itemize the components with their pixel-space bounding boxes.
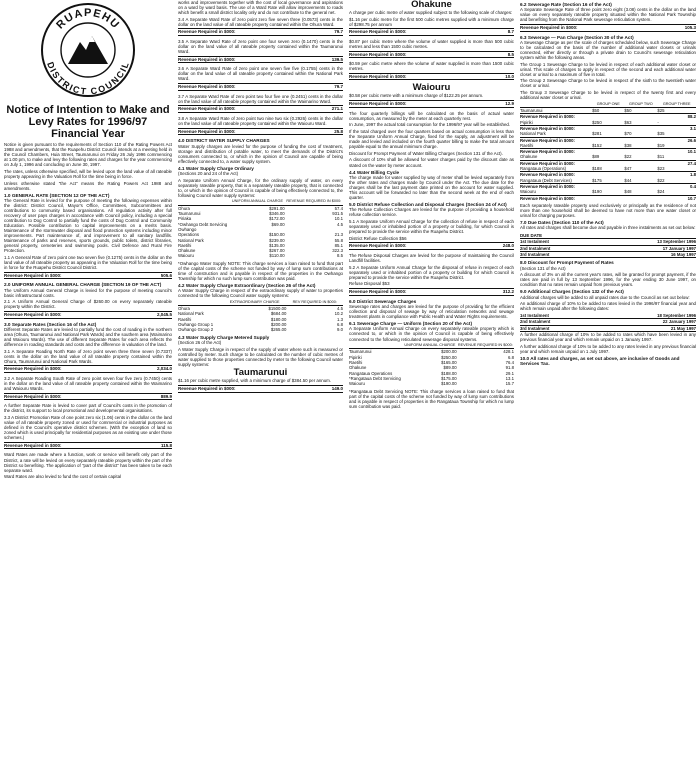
row-value: 322.3 bbox=[332, 248, 343, 254]
row-value: 76.4 bbox=[505, 360, 514, 366]
row-value: 55.8 bbox=[334, 237, 343, 243]
revenue-line: Revenue Required in $000: 271.1 bbox=[178, 106, 343, 112]
section-subheading: (Section 131 of the Act) bbox=[520, 265, 566, 271]
section-text: works and improvements together with the cost of local governance and aspirations on a ward by ward basis. The use of a Ward Rate will allow improvements to roads which benefit a small district locality only and do not contribute to the general net. bbox=[178, 0, 343, 16]
area-label: Taumarunui bbox=[520, 108, 543, 114]
sewerage-uniform-table: UNIFORM ANNUAL CHARGE REVENUE REQUIRED IN $000: Taumarunui $200.00 428.1 Pipiriki $250.00 6.8 Raetihi $165.00 76.4 Ohakune $89.00 91.8 Rangataua Operations $188.00 29.1 *Rangataua Debt Servicing $175.00 13.1 Waiouru $190.00 15.7 bbox=[349, 343, 514, 387]
group-value: $48 bbox=[624, 189, 632, 195]
section-text: A further Separate Rate is levied to cover part of Council's costs in the promotion of the district, its support to local promotional and developmental organisations. bbox=[4, 403, 172, 414]
revenue-line: Revenue Required in $000: 2,045.5 bbox=[4, 312, 172, 318]
section-text: Refuse Disposal $53 bbox=[349, 281, 390, 287]
section-text: A Separate Sewerage Rate of three point zero eight (3.08) cents in the dollar on the land value on every separately rateable property situated within the National Park Township and benefiting from the National Park sewerage reticulation system. bbox=[520, 7, 696, 23]
section-heading: 4.1 Water Supply Charge Ordinary bbox=[178, 165, 254, 171]
intro-text-3: Unless otherwise stated "the Act" means the Rating Powers Act 1988 and amendments. bbox=[4, 180, 172, 191]
row-value: 6.8 bbox=[337, 322, 343, 328]
row-label: Ohakune bbox=[178, 248, 196, 254]
rangataua-note: *Rangataua Debt Servicing NOTE: This charge services a loan raised to fund that part of the capital costs of the scheme not funded by way of lump sum contributions and is payable in respect of properties in the Rangataua Township for which no lump sum contribution was paid. bbox=[349, 388, 514, 409]
section-text: 3.1 A Separate Roading North Rate of zero point seven three three seven (0.7337) cents in the dollar on the land value of all rateable property contained within the Ohura, Taumarunui and National Park Wards. bbox=[4, 348, 172, 364]
section-text: 1.1 A General Rate of zero point one two seven five (0.1275) cents in the dollar on the land value of all rateable property as appearing in the Valuation Roll for the time being in force for the Ruapehu District Council District. bbox=[4, 255, 172, 271]
revenue-line: Revenue Required in $000: 105.3 bbox=[520, 25, 696, 31]
section-heading: 4.3 Water Supply Charge Metered Supply bbox=[178, 334, 270, 340]
section-text: 3.5 A Separate Ward Rate of zero point one four seven zero (0.1470) cents in the dollar on the land value of all rateable property contained within the Taumarunui Ward. bbox=[178, 39, 343, 55]
water-uniform-table: UNIFORM ANNUAL CHARGE REVENUE REQUIRED IN $000: Ohura $291.00 57.4 Taumarunui $346.00 931.5 Piriaka $172.00 10.1 *Owhango Debt Servicing $69.00 4.5 Owhango Operations $150.00 21.3 National Park $239.00 55.8 Raetihi $135.00 85.1 Ohakune $267.00 322.3 Waiouru $110.00 8.5 bbox=[178, 199, 343, 259]
section-text: The General Rate is levied for the purpose of meeting the following expenses within the district: District Council, Mayor's Office, Committees, Subcommittees and contributions to community based organisations. All regulation activity after full recovery of user pays charges in accordance with Council policy, including a special contribution to Dog Control to partially fund the costs of Dog Control and Community Education. Possible contribution to capital improvements on a merits basis. Maintenance of the stormwater disposal and flood protection systems including minor improvements. Part maintenance of, and improvement to all sanitary landfills. Maintenance of parks and reserves, sports grounds, public toilets, district libraries, general property, cemeteries and swimming pools. Civil Defence and Rural Fire Protection. bbox=[4, 197, 172, 254]
revenue-line: Revenue Required in $000: 139.5 bbox=[178, 56, 343, 62]
section-text: In June, 1997 the actual total consumption for the 1996/97 year will be established. bbox=[349, 122, 511, 128]
revenue-value: 3.1 bbox=[657, 126, 696, 132]
due-date-list bbox=[520, 239, 696, 258]
column-3 bbox=[349, 0, 514, 410]
row-label: Raetihi bbox=[178, 316, 192, 322]
area-label: National Park bbox=[520, 131, 546, 137]
revenue-label: Revenue Required in $000: bbox=[520, 137, 657, 143]
group-value: $22 bbox=[657, 177, 665, 183]
section-heading: 3.0 Separate Rates (Section 16 of the Act) bbox=[4, 321, 97, 327]
section-text: The Uniform Annual General Charge is levied for the purpose of meeting council's basic infrastructural costs. bbox=[4, 287, 172, 298]
section-text: The Group 3 Sewerage Charge to be levied in respect of the twenty first and every additional water closet or urinal. bbox=[520, 90, 696, 101]
row-label: Piriaka bbox=[178, 216, 192, 222]
section-text: Additional charges will be added to all unpaid rates due to the Council as set out below: bbox=[520, 294, 690, 300]
group-value: $70 bbox=[624, 131, 632, 137]
row-value: 8.5 bbox=[337, 253, 343, 259]
section-text: 3.4 A Separate Ward Rate of zero point zero five seven three (0.0573) cents in the dollar on the land value of all rateable property contained within the Ohura Ward. bbox=[178, 16, 343, 27]
revenue-label: Revenue Required in $000: bbox=[520, 126, 657, 132]
owhango-note: *Owhango Water Supply NOTE: This charge services a loan raised to fund that part of the capital costs of the scheme not funded by way of lump sum contributions at time of construction and is payable in respect of the properties in the Owhango Township for which no such lump sum contribution was paid. bbox=[178, 260, 343, 281]
section-text: 3.7 A Separate Ward Rate of zero point two four five one (0.2451) cents in the dollar on the land value of all rateable property contained within the Waimarino Ward. bbox=[178, 93, 343, 104]
group-value: $50 bbox=[624, 108, 632, 114]
row-label: Operations bbox=[178, 232, 200, 238]
row-label: *Rangataua Debt Servicing bbox=[349, 375, 401, 381]
group-value: $188 bbox=[592, 166, 602, 172]
revenue-line: Revenue Required in $000: 2,034.0 bbox=[4, 366, 172, 372]
section-text: A discount of 3% on all the current year's rates, will be granted for prompt payment, if the rates are paid in full by 13 September 1996, for the year ending 30 June 1997, on condition that no rates remain unpaid from previous years. bbox=[520, 272, 696, 288]
row-value: 1.3 bbox=[337, 316, 343, 322]
revenue-label: Revenue Required in $000: bbox=[520, 172, 657, 178]
section-text: A discount of 10% shall be allowed for water charges paid by the discount date as stated on the water by meter account. bbox=[349, 157, 514, 168]
area-label: Waiouru bbox=[520, 189, 536, 195]
group-value: $25 bbox=[657, 108, 665, 114]
group-value: $152 bbox=[592, 142, 602, 148]
section-heading: 9.0 Additional Charges (Section 132 of the Act) bbox=[520, 289, 624, 295]
section-text: A further additional charge of 10% to be added to any rates levied in any previous financial year and which remain unpaid on 1 July 1997. bbox=[520, 343, 696, 354]
row-value: $684.00 bbox=[270, 311, 287, 317]
row-value: $190.00 bbox=[441, 381, 457, 387]
section-heading: 4.2 Water Supply Charge Extraordinary (Section 26 of the Act) bbox=[178, 282, 316, 288]
area-label: Ohakune bbox=[520, 154, 538, 160]
instalment-date: 13 September 1996 bbox=[657, 239, 696, 245]
row-value: 931.5 bbox=[332, 211, 343, 217]
instalment-label: 2nd Instalment bbox=[520, 245, 551, 251]
council-logo bbox=[40, 2, 136, 98]
group-value: $89 bbox=[592, 154, 600, 160]
section-text: The charge made for water supplied by way of meter shall be levied separately from the other rates and charges made by Council under the Act. The due date for the charges shall be the last payment date printed on the account for water supplied. This account will be forwarded no later than the second week at the end of each quarter. bbox=[349, 174, 514, 201]
additional-charge-list bbox=[520, 313, 696, 332]
table-row bbox=[178, 253, 343, 258]
revenue-value: 27.4 bbox=[657, 160, 696, 166]
group-value: $281 bbox=[592, 131, 602, 137]
section-text: $1.16 per cubic metre supplied, with a minimum charge of $384.50 per annum. bbox=[178, 378, 332, 384]
instalment-date: 16 May 1997 bbox=[670, 251, 696, 257]
svg-text:DISTRICT COUNCIL bbox=[45, 60, 131, 96]
group-value: $47 bbox=[624, 166, 632, 172]
water-extraordinary-table: EXTRAORDINARY CHARGE REV REQUIRED IN $000: Ohura $1500.00 4.5 National Park $684.00 10.2 Raetihi $180.00 1.3 Owhango Group 1 $200.00 6.8 Owhango Group 2 $265.00 9.0 bbox=[178, 299, 343, 333]
row-label: Owhango bbox=[178, 226, 197, 232]
group-value: - bbox=[657, 119, 659, 125]
logo-arc-top: RUAPEHU bbox=[54, 6, 122, 32]
section-text: Different Separate Rates are levied to partially fund the cost of roading in the northern area (Ohura, Taumarunui and National Park Wards) and the southern area (Waimarino and Waiouru Wards). The use of different Separate Rates for each area reflects the difference in roading standards and costs and the difference in valuation of the land. bbox=[4, 326, 172, 348]
row-label: Ohura bbox=[178, 306, 190, 312]
row-value: $89.00 bbox=[443, 365, 457, 371]
revenue-line: Revenue Required in $000: 12.9 bbox=[349, 101, 514, 107]
section-text: $0.87 per cubic metre where the volume of water supplied is more than 500 cubic metres and less than 1500 cubic metres. bbox=[349, 38, 514, 49]
section-text: Each separately rateable property used exclusively or principally as the residence of not more than one household shall be deemed to have not more than one water closet or urinal for charging purposes. bbox=[520, 202, 696, 218]
row-label: Ohakune bbox=[349, 365, 367, 371]
group-value: $190 bbox=[592, 189, 602, 195]
section-subheading: (Section 26 of the Act) bbox=[178, 339, 222, 345]
section-text: 3.3 A District Promotion Rate of one point zero six (1.06) cents in the dollar on the land value of all rateable property zoned or used for commercial or industrial purposes as defined in the Council's operative district schemes. (With the exception of land so zoned which is used principally for residential purposes as an existing use under those schemes.) bbox=[4, 415, 172, 441]
section-heading: 1.0 GENERAL RATE (SECTION 12 OF THE ACT) bbox=[4, 192, 110, 198]
column-1 bbox=[4, 0, 172, 481]
row-value: $346.00 bbox=[269, 211, 285, 217]
revenue-line: Revenue Required in $000: 79.7 bbox=[178, 29, 343, 35]
row-value: 428.1 bbox=[503, 349, 514, 355]
waiouru-heading: Waiouru bbox=[412, 82, 451, 94]
row-value: 29.1 bbox=[505, 370, 514, 376]
instalment-label: 2nd Instalment bbox=[520, 319, 551, 325]
section-text: The Group 2 Sewerage Charge to be levied in respect of the sixth to the twentieth water closet or urinal. bbox=[520, 78, 696, 89]
section-text: 3.6 A Separate Ward Rate of zero point one seven five five (0.1755) cents in the dollar on the land value of all rateable property contained within the National Park Ward. bbox=[178, 66, 343, 82]
row-value: $200.00 bbox=[270, 322, 287, 328]
section-text: A Water Supply Charge in respect of the extraordinary supply of water to properties connected to the following Council water supply systems: bbox=[178, 288, 343, 299]
group-value: $19 bbox=[657, 142, 665, 148]
group-value: $38 bbox=[624, 142, 632, 148]
revenue-label: Revenue Required in $000: bbox=[520, 149, 657, 155]
ward-rates-text: Ward Rates are made where a function, work or service will benefit only part of the District, a rate will be levied on every separately rateable property within the part of the District so benefiting. The application of "part of the district" has been taken to be each separate ward. bbox=[4, 452, 172, 473]
row-label: Rangataua Operations bbox=[349, 370, 393, 376]
revenue-line: Revenue Required in $000: 8.5 bbox=[349, 51, 514, 57]
row-value: $180.00 bbox=[270, 316, 287, 322]
section-text: The four quarterly billings will be calculated on the basis of actual water consumption, as measured by the meter at each quarterly rest. bbox=[349, 110, 514, 121]
table-row bbox=[349, 381, 514, 386]
revenue-row bbox=[520, 195, 696, 201]
revenue-line: Revenue Required in $000: 8.7 bbox=[349, 29, 514, 35]
area-label: Rangataua (Operations) bbox=[520, 166, 567, 172]
section-text: All rates and charges shall become due and payable in three instalments as set out below: bbox=[520, 225, 696, 231]
column-2 bbox=[178, 0, 343, 396]
section-text: A Water Supply Charge in respect of the supply of water where such is measured or controlled by meter. Such charge to be calculated on the number of cubic metres of water supplied to those properties connected by meter to the following Council water supply systems: bbox=[178, 346, 343, 367]
section-text: The Refuse Disposal Charges are levied for the purpose of maintaining the Council Landfill facilities. bbox=[349, 253, 514, 264]
revenue-label: Revenue Required in $000: bbox=[520, 114, 657, 120]
area-label: Rangataua (Debt Services) bbox=[520, 177, 572, 183]
section-text: $0.58 per cubic metre with a minimum charge of $122.25 per annum. bbox=[349, 93, 484, 99]
row-value: $267.00 bbox=[269, 248, 285, 254]
ohakune-heading: Ohakune bbox=[411, 0, 452, 10]
revenue-line: Revenue Required in $000: 79.7 bbox=[178, 84, 343, 90]
instalment-label: 1st Instalment bbox=[520, 312, 549, 318]
revenue-value: 88.2 bbox=[657, 114, 696, 120]
ward-rates-text-2: Ward Rates are also levied to fund the cost of certain capital bbox=[4, 474, 121, 480]
row-value: $110.00 bbox=[269, 253, 285, 259]
group-value: $11 bbox=[657, 154, 665, 160]
row-label: Raetihi bbox=[178, 242, 192, 248]
area-label: Raetihi bbox=[520, 142, 534, 148]
row-value: $172.00 bbox=[269, 216, 285, 222]
section-text: Water Supply charges are levied for the purpose of funding the cost of treatment, storage and distribution of potable water, to meet the demands of the District's consumers connected to, or which in the opinion of Council are capable of being effectively connected to, a water supply system. bbox=[178, 143, 343, 164]
taumarunui-heading: Taumarunui bbox=[233, 367, 288, 379]
section-heading: 6.2 Sewerage Rate (Section 16 of the Act) bbox=[520, 2, 612, 7]
instalment-date: 18 September 1996 bbox=[657, 312, 696, 318]
instalment-label: 1st Instalment bbox=[520, 239, 549, 245]
section-text: Discount for Prompt Payment of Water Billing Charges (Section 131 of the Act). bbox=[349, 150, 503, 156]
revenue-label: Revenue Required in $000: bbox=[520, 160, 657, 166]
revenue-line: Revenue Required in $000: 889.9 bbox=[4, 393, 172, 399]
section-heading: 6.0 District Sewerage Charges bbox=[349, 298, 417, 304]
logo-arc-bottom: DISTRICT COUNCIL bbox=[45, 60, 131, 97]
row-value: $265.00 bbox=[270, 327, 287, 333]
section-text: The Group 1 Sewerage Charge to be levied in respect of each additional water closet or urinal. This scale of charges to apply in respect of the second and each additional water closet or urinal to a maximum of five in total. bbox=[520, 61, 696, 77]
section-text: $0.59 per cubic metre where the volume of water supplied is more than 1500 cubic metres. bbox=[349, 61, 514, 72]
section-text: A further additional charge of 10% to be added to rates which have been levied in any previous financial year and which remain unpaid on 1 January 1997. bbox=[520, 331, 696, 342]
due-date-row bbox=[520, 252, 696, 258]
section-text: If the total charged over the four quarters based on actual consumption is less than the Separate Uniform Annual Charge, fixed for the supply, an adjustment will be made and levied and included on the fourth quarter billing to make the total amount payable equal to the annual minimum charge. bbox=[349, 129, 514, 150]
row-value: 91.8 bbox=[505, 365, 514, 371]
group-value: $22 bbox=[624, 154, 632, 160]
instalment-date: 21 May 1997 bbox=[670, 325, 696, 331]
row-label: Taumarunui bbox=[349, 349, 372, 355]
revenue-value: 10.7 bbox=[657, 195, 696, 201]
pan-charge-table: GROUP ONE GROUP TWO GROUP THREE Taumarunui $50 $50 $25 Revenue Required in $000: 88.2 Pipiriki $250 $63 - Revenue Required in $000: 3.1 National Park $281 $70 $35 Revenue Required in $000: 26.6 Raetihi $152 $38 $19 Revenue Required in $000: 10.1 Ohakune $89 $22 $11 Revenue Required in $000: 27.4 Rangataua (Operations) $188 $47 $23 Revenue Required in $000: 1.8 Rangataua (Debt Services) $175 $44 $22 Revenue Required in $000: 0.4 Waiouru $190 $48 $24 Revenue Required in $000: 10.7 bbox=[520, 101, 696, 201]
row-value: $165.00 bbox=[441, 360, 457, 366]
notice-title: Notice of Intention to Make and Levy Rates for 1996/97 Financial Year bbox=[6, 104, 170, 140]
revenue-line: Revenue Required in $000: 312.2 bbox=[349, 289, 514, 295]
row-value: $200.00 bbox=[441, 349, 457, 355]
intro-text-2: The rates, unless otherwise specified, will be levied upon the land value of all rateable property appearing in the Valuation Roll for the time being in force. bbox=[4, 168, 172, 179]
instalment-date: 22 January 1997 bbox=[662, 319, 696, 325]
row-value: $135.00 bbox=[269, 242, 285, 248]
row-value: $69.00 bbox=[271, 221, 285, 227]
row-value: 10.1 bbox=[334, 216, 343, 222]
row-label: Owhango Group 2 bbox=[178, 327, 214, 333]
group-value: $44 bbox=[624, 177, 632, 183]
row-label: Taumarunui bbox=[178, 211, 201, 217]
section-text: 3.2 A Separate Roading South Rate of zero point seven four five zero (0.7450) cents in the dollar on the land value of all rateable property contained within the Waimarino and Waiouru Wards. bbox=[4, 376, 172, 392]
section-text: District Refuse Collection $56 bbox=[349, 235, 407, 241]
row-value: 85.1 bbox=[334, 242, 343, 248]
section-heading: 8.0 Discount for Prompt Payment of Rates bbox=[520, 260, 614, 266]
section-subheading: (Sections 20 and 24 of the Act) bbox=[178, 171, 239, 177]
revenue-line: Revenue Required in $000: 115.8 bbox=[4, 442, 172, 448]
row-value: 9.0 bbox=[337, 327, 343, 333]
row-value: $291.00 bbox=[269, 205, 285, 211]
area-label: Pipiriki bbox=[520, 119, 533, 125]
row-label: Waiouru bbox=[178, 253, 194, 259]
revenue-value: 26.6 bbox=[657, 137, 696, 143]
row-value: $150.00 bbox=[269, 232, 285, 238]
section-text: The Refuse Collection Charges are levied for the purpose of providing a household refuse collection service. bbox=[349, 207, 514, 218]
group-value: $175 bbox=[592, 177, 602, 183]
row-value: $250.00 bbox=[441, 354, 457, 360]
section-text: 5.1 A Separate Uniform Annual Charge for the collection of refuse in respect of each separately used or inhabited portion of a property or building, for which Council is prepared to provide the service within the Ruapehu District. bbox=[349, 219, 514, 235]
row-value: 13.1 bbox=[505, 375, 514, 381]
revenue-label: Revenue Required in $000: bbox=[520, 195, 657, 201]
section-text: Sewerage rates and charges are levied for the purpose of providing for the efficient collection and disposal of sewage by way of reticulation networks and sewage treatment plants in compliance with Public Health and Water Rights requirements. bbox=[349, 304, 514, 320]
revenue-label: Revenue Required in $000: bbox=[520, 183, 657, 189]
row-value: 57.4 bbox=[334, 205, 343, 211]
revenue-line: Revenue Required in $000: 25.8 bbox=[178, 128, 343, 134]
row-label: Raetihi bbox=[349, 360, 363, 366]
gst-note: 10.0 All rates and charges, as set out above, are inclusive of Goods and Services Tax. bbox=[520, 355, 680, 366]
section-text: 5.2 A Separate Uniform Annual Charge for the disposal of refuse in respect of each separately used or inhabited portion of a property or building for which Council is prepared to provide the service within the Ruapehu District. bbox=[349, 264, 514, 280]
group-value: $24 bbox=[657, 189, 665, 195]
table-row bbox=[178, 327, 343, 332]
group-value: $35 bbox=[657, 131, 665, 137]
revenue-line: Revenue Required in $000: 10.0 bbox=[349, 73, 514, 79]
row-value: 4.5 bbox=[337, 306, 343, 312]
section-text: A Sewerage Charge as per the scale of charges scheduled below, such Sewerage Charge to be calculated on the basis of the number of additional water closets or urinals connected, either directly or through a private drain to Council's sewerage reticulation system within the following areas. bbox=[520, 39, 696, 61]
group-value: $63 bbox=[624, 119, 632, 125]
row-label: Pipiriki bbox=[349, 354, 362, 360]
section-text: 2.1 A Uniform Annual General Charge of $260.00 on every separately rateable property within the District. bbox=[4, 299, 172, 310]
column-4 bbox=[520, 0, 696, 366]
section-text: A charge per cubic metre of water supplied subject to the following scale of charges: bbox=[349, 10, 513, 15]
revenue-line: Revenue Required in $000: 505.6 bbox=[4, 272, 172, 278]
revenue-value: 0.4 bbox=[657, 183, 696, 189]
row-label: National Park bbox=[178, 311, 204, 317]
section-heading: 6.3 Sewerage — Pan Charge (Section 30 of the Act) bbox=[520, 34, 634, 40]
row-value: $1500.00 bbox=[268, 306, 287, 312]
intro-text: Notice is given pursuant to the requirements of Section 110 of the Rating Powers Act 1988 and amendments, that the Ruapehu District Council intends at a meeting held in the Council Chambers, Huia Street, Taumarunui on Friday 26 July 1996 commencing at 1.00 pm, to make and levy the following rates and charges for the year commencing on July 1, 1996 and concluding on June 30, 1997. bbox=[4, 142, 172, 168]
section-heading: 4.0 DISTRICT WATER SUPPLY CHARGES bbox=[178, 138, 270, 144]
section-text: A Separate Uniform Annual Charge on every separately rateable property which is connected to, or which in the opinion of Council is capable of being effectively connected to the following reticulated sewerage disposal systems. bbox=[349, 326, 514, 342]
row-label: Waiouru bbox=[349, 381, 365, 387]
revenue-value: 1.8 bbox=[657, 172, 696, 178]
group-value: $23 bbox=[657, 166, 665, 172]
row-label: *Owhango Debt Servicing bbox=[178, 221, 228, 227]
section-text: $1.16 per cubic metre for the first 500 cubic metres supplied with a minimum charge of $298.75 per annum bbox=[349, 16, 514, 27]
group-value: $50 bbox=[592, 108, 600, 114]
row-value: 6.8 bbox=[508, 354, 514, 360]
instalment-date: 17 January 1997 bbox=[662, 245, 696, 251]
instalment-label: 3rd Instalment bbox=[520, 251, 550, 257]
row-value: 10.2 bbox=[334, 311, 343, 317]
due-date-heading: DUE DATE bbox=[520, 233, 696, 239]
revenue-line: Revenue Required in $000: 149.0 bbox=[178, 386, 343, 392]
row-value: $239.00 bbox=[269, 237, 285, 243]
row-value: $175.00 bbox=[441, 375, 457, 381]
section-text: 3.8 A Separate Ward Rate of zero point two nine two six (0.2926) cents in the dollar on the land value of all rateable property contained within the Waiouru Ward. bbox=[178, 115, 343, 126]
section-heading: 2.0 UNIFORM ANNUAL GENERAL CHARGE (SECTION 19 OF THE ACT) bbox=[4, 282, 162, 288]
revenue-line: Revenue Required in $000: 248.0 bbox=[349, 243, 514, 249]
section-heading: 6.1 Sewerage Charge — Uniform (Section 20 of the Act) bbox=[349, 321, 473, 327]
row-label: National Park bbox=[178, 237, 204, 243]
revenue-value: 10.1 bbox=[657, 149, 696, 155]
section-text: An additional charge of 10% to be added to rates levied in the 1996/97 financial year and which remain unpaid after the following dates: bbox=[520, 301, 696, 312]
instalment-label: 3rd Instalment bbox=[520, 325, 550, 331]
row-value: 21.3 bbox=[334, 232, 343, 238]
row-label: Owhango Group 1 bbox=[178, 322, 214, 328]
group-value: $250 bbox=[592, 119, 602, 125]
section-heading: 5.0 District Refuse Collection and Disposal Charges (Section 24 of Act) bbox=[349, 202, 507, 208]
section-heading: 4.4 Water Billing Cycle bbox=[349, 169, 400, 175]
row-value: 4.5 bbox=[337, 221, 343, 227]
row-label: Ohura bbox=[178, 205, 190, 211]
section-heading: 7.0 Due Dates (Section 110 of the Act) bbox=[520, 220, 604, 225]
row-value: $188.00 bbox=[441, 370, 457, 376]
section-text: A Separate Uniform Annual Charge, for the ordinary supply of water, on every separately rateable property, that is a separately rateable property, that is connected to, or which in the opinion of Council is capable of being effectively connected to, the following Council water supply systems: bbox=[178, 177, 343, 198]
row-value: 15.7 bbox=[505, 381, 514, 387]
